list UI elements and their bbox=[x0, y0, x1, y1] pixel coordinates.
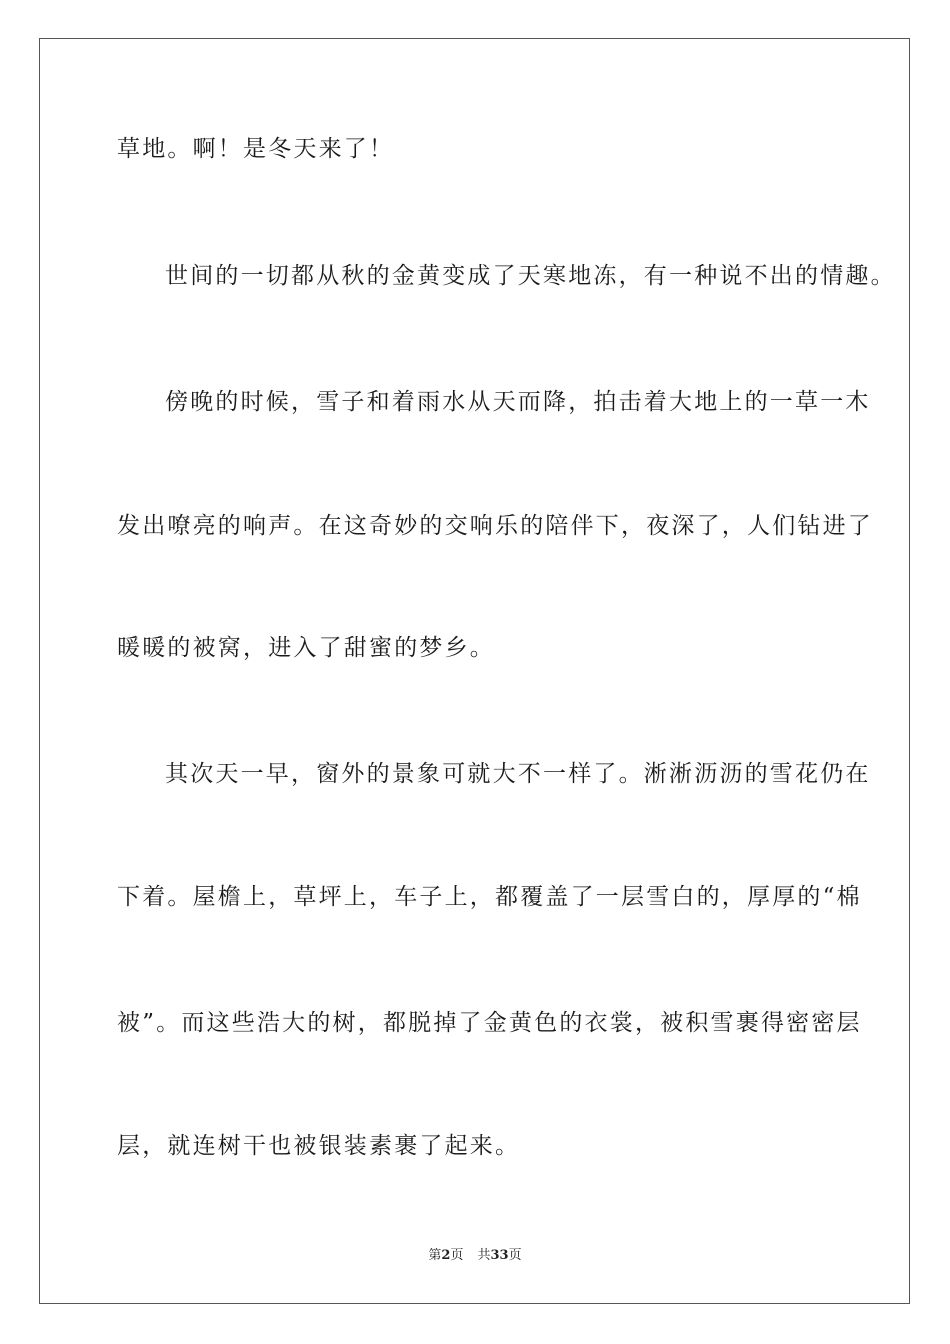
text-line-9: 层，就连树干也被银装素裹了起来。 bbox=[117, 1133, 521, 1159]
text-line-6: 其次天一早，窗外的景象可就大不一样了。淅淅沥沥的雪花仍在 bbox=[165, 761, 871, 787]
text-line-2: 世间的一切都从秋的金黄变成了天寒地冻，有一种说不出的情趣。 bbox=[165, 263, 896, 289]
footer-total-prefix: 共 bbox=[477, 1248, 491, 1263]
text-line-5: 暖暖的被窝，进入了甜蜜的梦乡。 bbox=[117, 635, 495, 661]
footer-page-prefix: 第 bbox=[428, 1248, 442, 1263]
footer-total-suffix: 页 bbox=[508, 1248, 522, 1263]
footer-total-pages: 33 bbox=[490, 1248, 509, 1263]
page-footer bbox=[0, 1247, 950, 1265]
footer-page-number: 2 bbox=[441, 1248, 451, 1263]
text-line-7: 下着。屋檐上，草坪上，车子上，都覆盖了一层雪白的，厚厚的“棉 bbox=[117, 884, 862, 910]
text-line-1: 草地。啊！是冬天来了！ bbox=[117, 136, 395, 162]
text-line-3: 傍晚的时候，雪子和着雨水从天而降，拍击着大地上的一草一木 bbox=[165, 389, 871, 415]
text-line-4: 发出嘹亮的响声。在这奇妙的交响乐的陪伴下，夜深了，人们钻进了 bbox=[117, 513, 873, 539]
footer-page-suffix: 页 bbox=[450, 1248, 464, 1263]
page-border bbox=[39, 38, 910, 1304]
text-line-8: 被”。而这些浩大的树，都脱掉了金黄色的衣裳，被积雪裹得密密层 bbox=[117, 1010, 862, 1036]
